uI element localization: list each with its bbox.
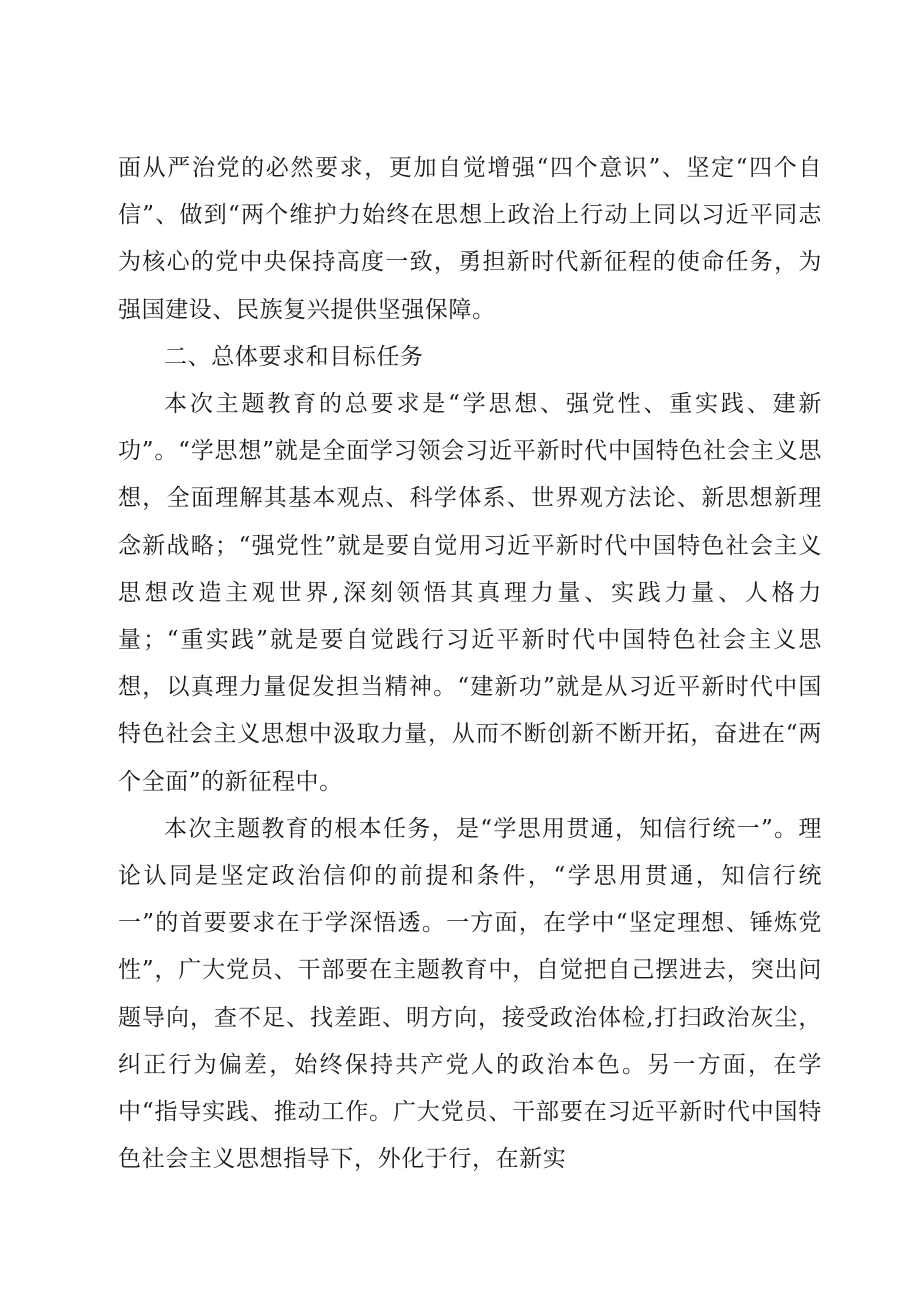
paragraph-continued: 面从严治党的必然要求，更加自觉增强“四个意识”、坚定“四个自信”、做到“两个维护力始终在思想上政治上行动上同以习近平同志为核心的党中央保持高度一致，勇担新时代新征程的使命任务，为强国建设、民族复兴提供坚强保障。 [118, 155, 822, 323]
paragraph-fundamental-task: 本次主题教育的根本任务，是“学思用贯通，知信行统一”。理论认同是坚定政治信仰的前提和条件，“学思用贯通，知信行统一”的首要要求在于学深悟透。一方面，在学中“坚定理想、锤炼党性”，广大党员、干部要在主题教育中，自觉把自己摆进去，突出问题导向，查不足、找差距、明方向，接受政治体检,打扫政治灰尘，纠正行为偏差，始终保持共产党人的政治本色。另一方面，在学中“指导实践、推动工作。广大党员、干部要在习近平新时代中国特色社会主义思想指导下，外化于行，在新实 [118, 815, 822, 1173]
section-heading: 二、总体要求和目标任务 [164, 343, 424, 370]
document-body [118, 145, 822, 1183]
paragraph-general-requirements: 本次主题教育的总要求是“学思想、强党性、重实践、建新功”。“学思想”就是全面学习领会习近平新时代中国特色社会主义思想，全面理解其基本观点、科学体系、世界观方法论、新思想新理念新战略；“强党性”就是要自觉用习近平新时代中国特色社会主义思想改造主观世界,深刻领悟其真理力量、实践力量、人格力量；“重实践”就是要自觉践行习近平新时代中国特色社会主义思想，以真理力量促发担当精神。“建新功”就是从习近平新时代中国特色社会主义思想中汲取力量，从而不断创新不断开拓，奋进在“两个全面”的新征程中。 [118, 391, 822, 795]
